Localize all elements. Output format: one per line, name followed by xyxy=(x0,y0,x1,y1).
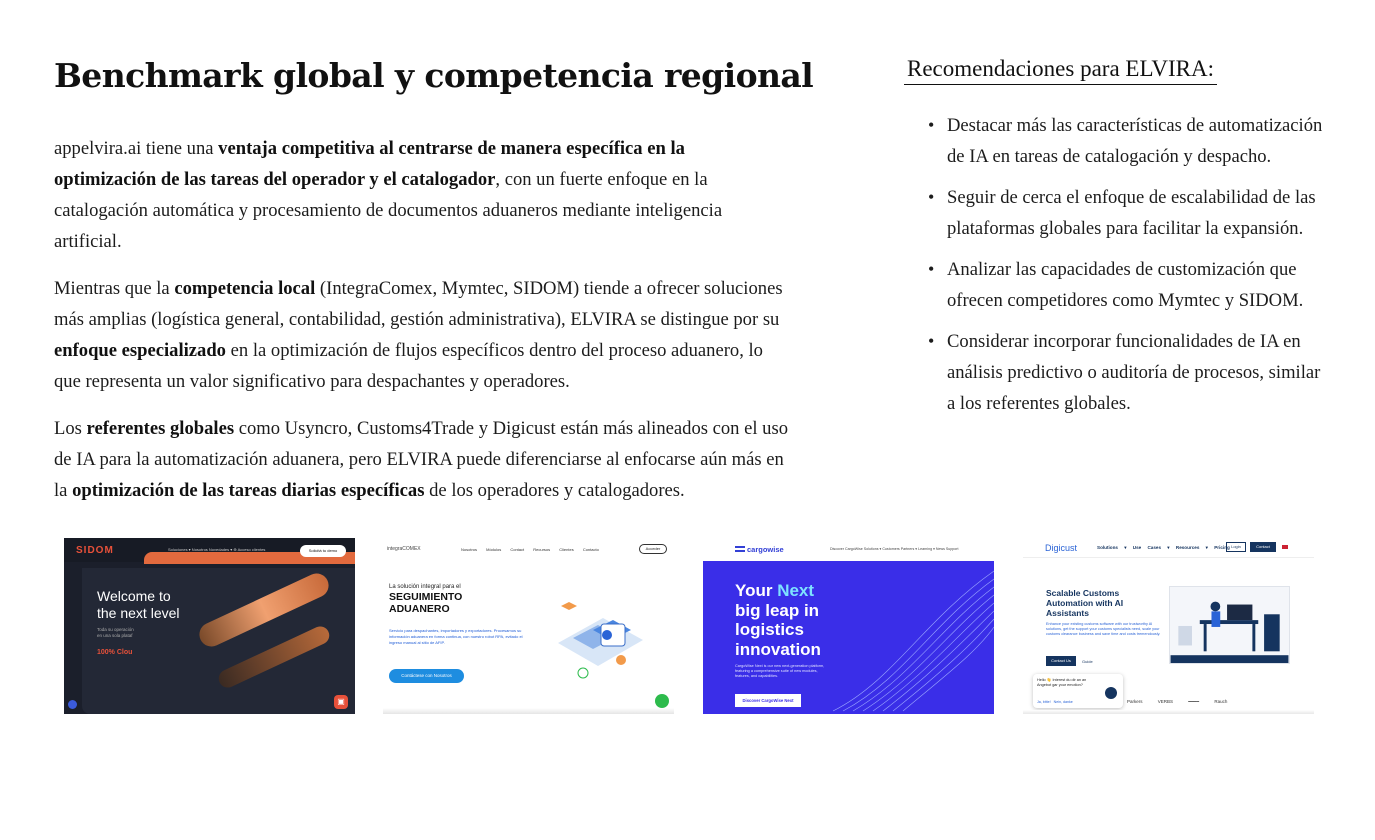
office-illustration xyxy=(1169,586,1290,664)
whatsapp-icon xyxy=(655,694,669,708)
recommendations-title: Recomendaciones para ELVIRA: xyxy=(904,56,1217,85)
cargowise-logo: cargowise xyxy=(747,545,784,554)
digicust-headline: Scalable Customs Automation with AI Assistants xyxy=(1046,588,1124,618)
contact-us-button: Contact Us xyxy=(1046,656,1076,666)
help-icon xyxy=(68,700,77,709)
recommendation-item: • Seguir de cerca el enfoque de escalabilidad de las plataformas globales para facilitar la expansión. xyxy=(925,182,1325,244)
sidom-logo: SIDOM xyxy=(76,545,114,556)
guide-link: Guide xyxy=(1082,659,1093,664)
digicust-logo: Digicust xyxy=(1045,543,1078,553)
cloud-tag: 100% Clou xyxy=(97,649,133,656)
chat-icon: ▣ xyxy=(334,695,348,709)
cargowise-mark-icon xyxy=(735,546,745,552)
bold-text: ventaja competitiva al centrarse de manera específica en la optimización de las tareas del operador y el catalogador xyxy=(54,138,685,190)
integracomex-logo: integraCOMEX xyxy=(387,546,421,552)
recommendation-item: • Destacar más las características de automatización de IA en tareas de catalogación y despacho. xyxy=(925,110,1325,172)
benchmark-text xyxy=(54,133,790,522)
cargowise-subtitle: CargoWise Next is our new next-generation platform, featuring a comprehensive suite of new modules, features, and capabilities. xyxy=(735,664,825,679)
popup-links: Ja, bitte! Nein, danke xyxy=(1037,700,1073,704)
page-title: Benchmark global y competencia regional xyxy=(54,56,814,95)
contact-button: Contáctese con Nosotros xyxy=(389,669,464,683)
popup-text: Hello 👋 Interest du dir an an Angebot gar your emotion? xyxy=(1037,678,1087,687)
recommendations-list xyxy=(925,110,1325,429)
access-button: Acceder xyxy=(639,544,667,554)
paragraph-3: Los referentes globales como Usyncro, Customs4Trade y Digicust están más alineados con el uso de IA para la automatización aduanera, pero ELVIRA puede diferenciarse al enfocarse aún más en la optimización de las tareas diarias específicas de los operadores y catalogadores. xyxy=(54,418,789,501)
cargowise-hero xyxy=(703,561,994,714)
recommendation-item: • Considerar incorporar funcionalidades de IA en análisis predictivo o auditoría de procesos, similar a los referentes globales. xyxy=(925,326,1325,419)
sidom-screenshot xyxy=(64,538,355,714)
comex-nav: Nosotros Módulos Contact Recursos Clientes Contacto xyxy=(461,547,599,552)
recommendation-item: • Analizar las capacidades de customización que ofrecen competidores como Mymtec y SIDOM. xyxy=(925,254,1325,316)
integracomex-screenshot xyxy=(383,538,674,714)
cargowise-screenshot xyxy=(703,538,994,714)
digicust-description: Enhance your existing customs software with our trustworthy AI solutions, get the support your customs specialists need, scale your customs clearance business and save time and costs tremendously. xyxy=(1046,622,1161,637)
digicust-nav: Solutions ▾ Use Cases ▾ Resources ▾ Pricing xyxy=(1097,545,1230,550)
paragraph-2: Mientras que la competencia local (IntegraComex, Mymtec, SIDOM) tiende a ofrecer soluciones más amplias (logística general, contabilidad, gestión administrativa), ELVIRA se distingue por su enfoque especializado en la optimización de flujos específicos dentro del proceso aduanero, lo que representa un valor significativo para despachantes y operadores. xyxy=(54,278,783,392)
bold-text: competencia local xyxy=(174,278,316,299)
isometric-illustration xyxy=(543,588,653,688)
wave-lines-decoration xyxy=(833,561,994,714)
paragraph-1: appelvira.ai tiene una ventaja competitiva al centrarse de manera específica en la optimización de las tareas del operador y el catalogador, con un fuerte enfoque en la catalogación automática y procesamiento de documentos aduaneros mediante inteligencia artificial. xyxy=(54,138,723,252)
cargowise-headline: Your Next big leap in logistics innovation xyxy=(735,581,821,659)
bold-text: optimización de las tareas diarias específicas xyxy=(72,480,425,501)
sidom-subtitle: Toda su operación en una sola plataf xyxy=(97,627,134,638)
bold-text: referentes globales xyxy=(86,418,235,439)
client-logos: Parkers VERBS ━━━━ Rauch xyxy=(1127,699,1228,704)
demo-button: Solicitá tu demo xyxy=(300,545,346,557)
contact-button: Contact xyxy=(1250,542,1276,552)
discover-button: Discover CargoWise Next xyxy=(735,694,801,707)
login-button: Login xyxy=(1226,542,1246,552)
comex-kicker: La solución integral para el xyxy=(389,584,461,590)
sidom-headline: Welcome to the next level xyxy=(97,588,180,621)
flag-icon xyxy=(1282,545,1288,549)
sidom-nav: Soluciones ▾ Nosotros Novedades ▾ ⊕ Acceso clientes xyxy=(168,547,266,552)
comex-headline: SEGUIMIENTO ADUANERO xyxy=(389,591,463,615)
cargowise-nav: Discover CargoWise Solutions ▾ Customers Partners ▾ Learning ▾ News Support xyxy=(830,547,959,551)
chat-bubble-icon xyxy=(1105,687,1117,699)
bold-text: enfoque especializado xyxy=(54,340,226,361)
comex-description: Servicio para despachantes, importadores y exportadores. Procesamos su información aduanera en forma continua, con nuestro robot RPA, evitado el ingreso manual al sitio de AFIP. xyxy=(389,628,523,645)
digicust-screenshot xyxy=(1023,538,1314,714)
